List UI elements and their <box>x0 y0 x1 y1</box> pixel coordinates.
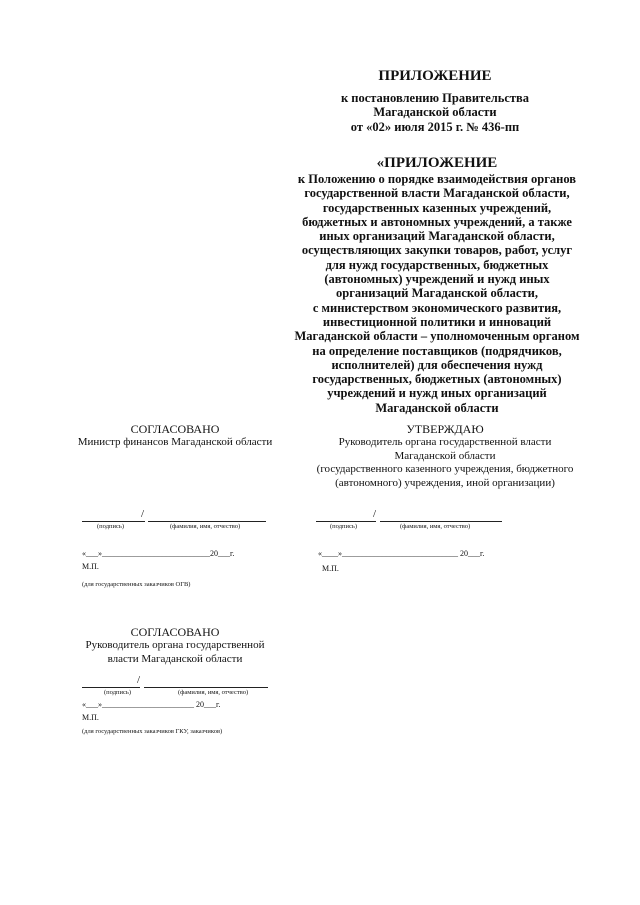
bottom-sign-caption: (подпись) <box>104 689 131 696</box>
appendix-line: государственных казенных учреждений, <box>322 200 552 215</box>
header-title: ПРИЛОЖЕНИЕ <box>378 68 492 84</box>
right-stamp: М.П. <box>322 564 339 573</box>
bottom-signature-line <box>82 687 140 688</box>
right-signature-line <box>316 521 376 522</box>
right-lines <box>300 436 590 490</box>
right-slash: / <box>373 508 377 520</box>
appendix-title: «ПРИЛОЖЕНИЕ <box>376 155 498 171</box>
appendix-line: исполнителей) для обеспечения нужд <box>331 357 543 372</box>
appendix-line: иных организаций Магаданской области, <box>319 229 555 244</box>
appendix-line: к Положению о порядке взаимодействия органов <box>297 172 577 186</box>
right-sign-caption: (подпись) <box>330 523 357 530</box>
bottom-name-caption: (фамилия, имя, отчество) <box>178 689 249 696</box>
right-title: УТВЕРЖДАЮ <box>406 422 484 436</box>
appendix-line: осуществляющих закупки товаров, работ, услуг <box>301 243 573 258</box>
right-name-line <box>380 521 502 522</box>
bottom-note: (для государственных заказчиков ГКУ, заказчиков) <box>82 728 223 735</box>
appendix-line: организаций Магаданской области, <box>336 286 538 301</box>
right-date: «____»_____________________________ 20___г. <box>318 549 485 558</box>
appendix-line: учреждений и нужд иных организаций <box>327 386 547 401</box>
header-lines <box>270 91 600 134</box>
bottom-lines <box>60 639 290 666</box>
bottom-name-line <box>144 687 268 688</box>
appendix-lines <box>262 172 612 415</box>
left-signature-line <box>82 521 145 522</box>
left-sign-caption: (подпись) <box>97 523 124 530</box>
left-name-line <box>148 521 266 522</box>
left-subtitle: Министр финансов Магаданской области <box>77 436 273 449</box>
right-line: Руководитель органа государственной власти <box>338 436 552 449</box>
appendix-block <box>262 155 612 415</box>
left-stamp: М.П. <box>82 562 99 571</box>
right-line: (государственного казенного учреждения, бюджетного <box>316 463 574 476</box>
appendix-line: бюджетных и автономных учреждений, а также <box>302 214 572 229</box>
right-name-caption: (фамилия, имя, отчество) <box>400 523 471 530</box>
left-date: «___»___________________________20___г. <box>82 549 235 558</box>
appendix-line: с министерством экономического развития, <box>312 300 562 315</box>
appendix-line: Магаданской области <box>375 400 499 415</box>
left-note: (для государственных заказчиков ОГВ) <box>82 581 191 588</box>
appendix-line: на определение поставщиков (подрядчиков, <box>312 343 562 358</box>
appendix-line: для нужд государственных, бюджетных <box>325 257 549 272</box>
bottom-line: власти Магаданской области <box>107 652 243 665</box>
left-name-caption: (фамилия, имя, отчество) <box>170 523 241 530</box>
appendix-line: Магаданской области – уполномоченным органом <box>294 329 580 344</box>
left-approval-block <box>60 423 290 450</box>
right-approval-block <box>300 423 590 490</box>
header-line: Магаданской области <box>373 105 497 120</box>
bottom-line: Руководитель органа государственной <box>85 639 265 652</box>
header-block <box>270 68 600 134</box>
right-line: (автономного) учреждения, иной организации) <box>335 476 555 489</box>
bottom-date: «___»_______________________ 20___г. <box>82 700 221 709</box>
bottom-approval-block <box>60 626 290 666</box>
left-title: СОГЛАСОВАНО <box>130 422 220 436</box>
bottom-title: СОГЛАСОВАНО <box>130 625 220 639</box>
appendix-line: (автономных) учреждений и нужд иных <box>324 272 550 287</box>
bottom-stamp: М.П. <box>82 713 99 722</box>
header-line: от «02» июля 2015 г. № 436-пп <box>350 119 520 134</box>
appendix-line: инвестиционной политики и инноваций <box>322 314 552 329</box>
right-line: Магаданской области <box>394 449 496 462</box>
appendix-line: государственных, бюджетных (автономных) <box>312 372 562 387</box>
bottom-slash: / <box>137 674 141 686</box>
header-line: к постановлению Правительства <box>340 91 530 105</box>
left-slash: / <box>141 508 145 520</box>
appendix-line: государственной власти Магаданской области, <box>304 186 570 201</box>
